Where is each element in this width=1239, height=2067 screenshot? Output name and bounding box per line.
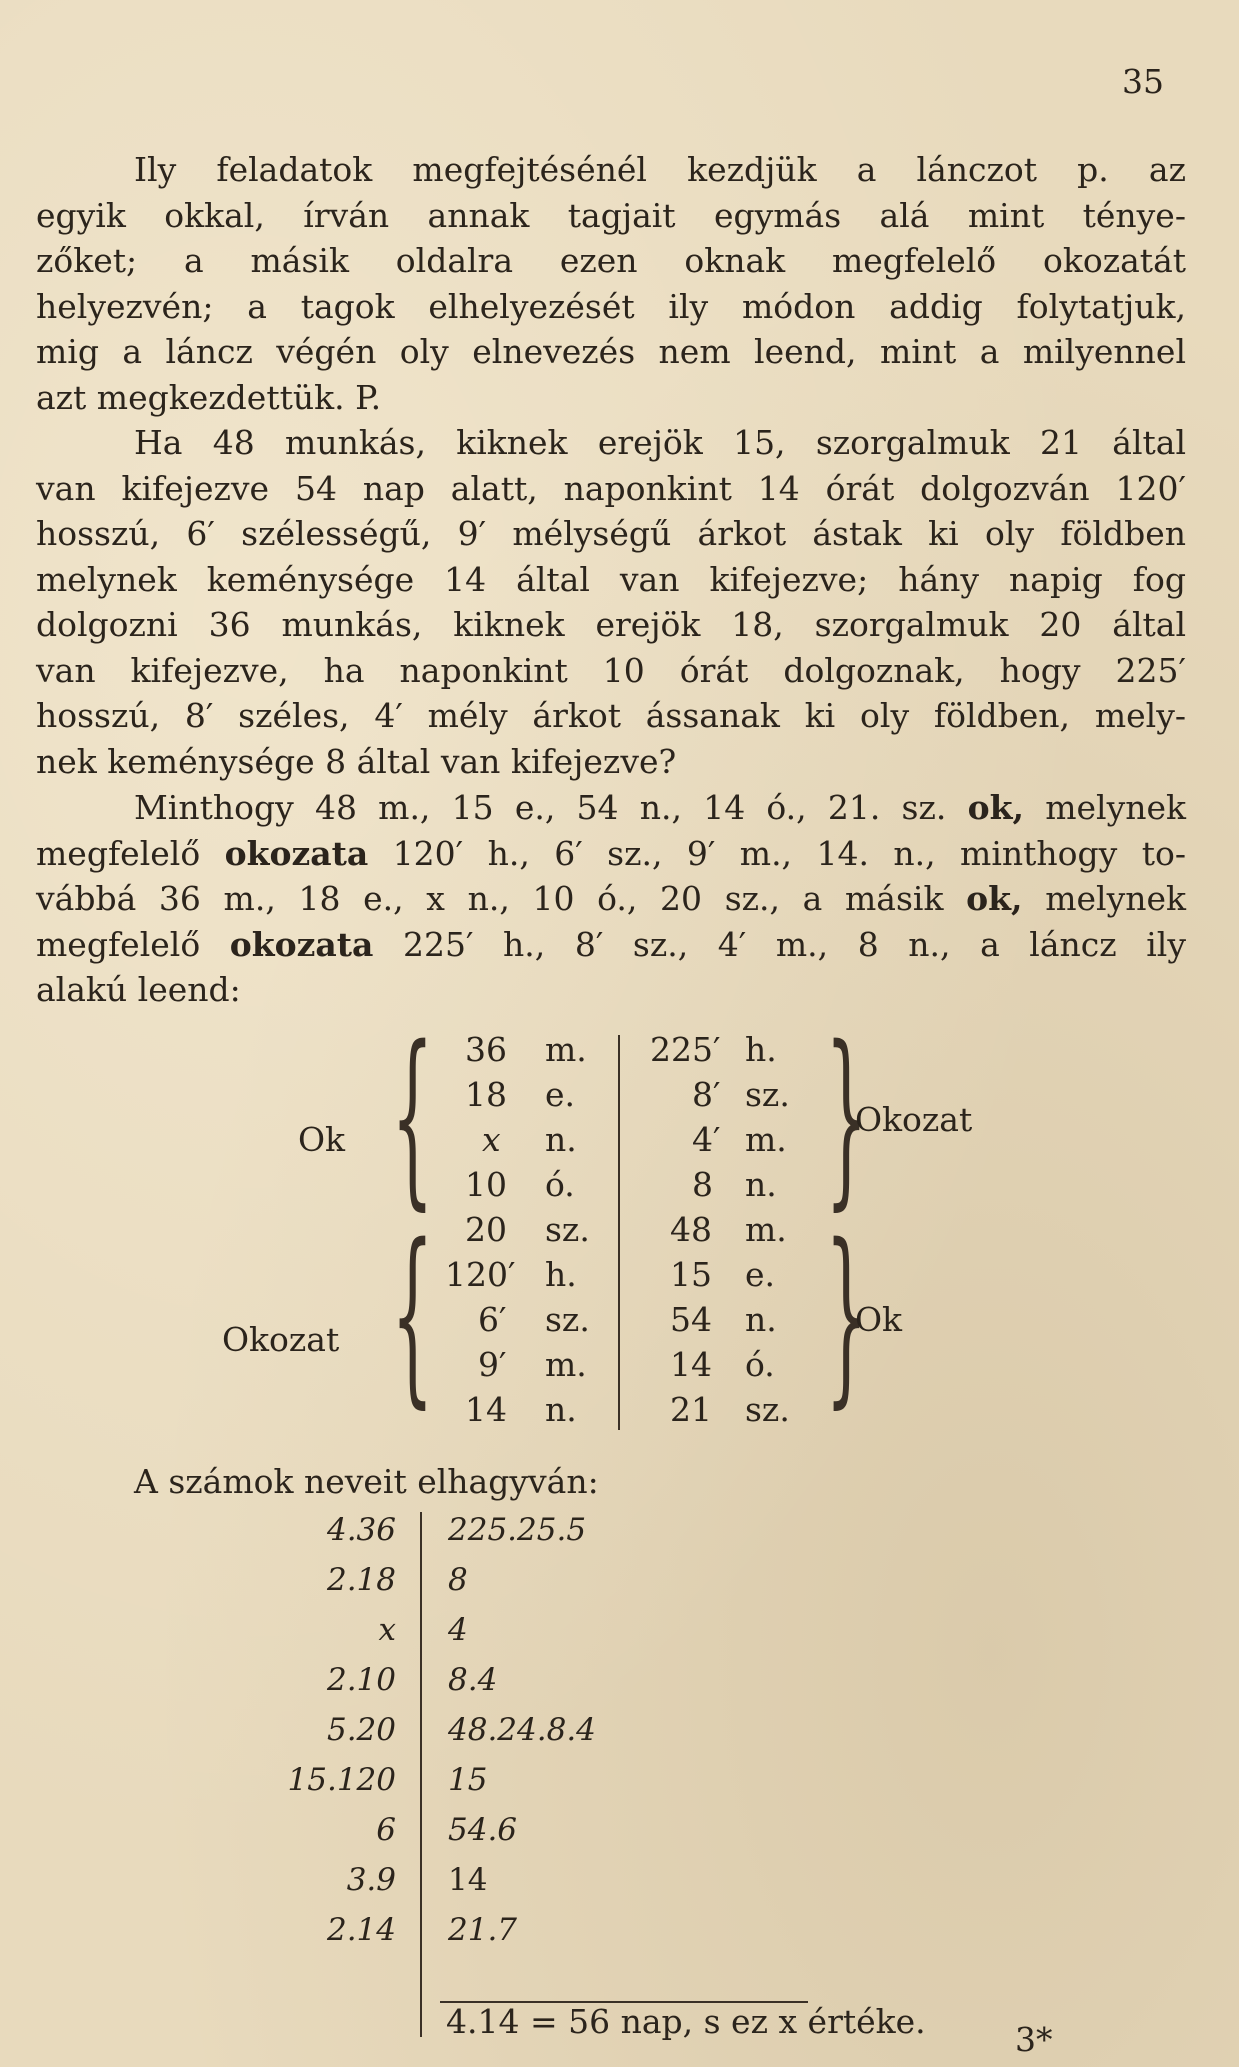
calc-right-cell: 14 xyxy=(448,1862,488,1898)
text-line: van kifejezve 54 nap alatt, naponkint 14 órát dolgozván 120′ xyxy=(36,468,1186,508)
chain-right-num: 48 xyxy=(670,1210,712,1249)
calculation-table xyxy=(0,1512,1239,2032)
text-line: nek keménysége 8 által van kifejezve? xyxy=(36,741,677,781)
text-line: alakú leend: xyxy=(36,970,241,1009)
chain-right-num: 8′ xyxy=(692,1075,721,1114)
calc-right-cell: 8 xyxy=(448,1562,468,1598)
text-line: egyik okkal, írván annak tagjait egymás alá mint ténye- xyxy=(36,195,1186,235)
chain-left-num: 10 xyxy=(465,1165,507,1204)
chain-left-unit: n. xyxy=(545,1390,577,1429)
calc-right-cell: 21.7 xyxy=(448,1912,518,1948)
chain-left-num: 14 xyxy=(465,1390,507,1429)
chain-left-unit: ó. xyxy=(545,1165,575,1204)
text-line: Minthogy 48 m., 15 e., 54 n., 14 ó., 21. sz. ok, melynek xyxy=(134,788,1186,827)
chain-left-num: 36 xyxy=(465,1030,507,1069)
signature-mark: 3* xyxy=(1015,2020,1053,2059)
chain-left-num: 20 xyxy=(465,1210,507,1249)
chain-divider xyxy=(618,1035,620,1430)
chain-right-num: 15 xyxy=(670,1255,712,1294)
text-line: vábbá 36 m., 18 e., x n., 10 ó., 20 sz., a másik ok, melynek xyxy=(36,879,1186,918)
right-brace-bottom: } xyxy=(825,1204,868,1425)
calc-left-cell: 15.120 xyxy=(287,1762,396,1798)
chain-label-okozat-right: Okozat xyxy=(855,1100,973,1139)
chain-table xyxy=(0,1006,1239,1460)
text-line: helyezvén; a tagok elhelyezését ily módon addig folytatjuk, xyxy=(36,286,1186,326)
calc-left-cell: 3.9 xyxy=(346,1862,396,1898)
chain-right-unit: sz. xyxy=(745,1390,790,1429)
text-line: dolgozni 36 munkás, kiknek erejök 18, szorgalmuk 20 által xyxy=(36,605,1186,644)
calc-right-cell: 225.25.5 xyxy=(448,1512,587,1548)
left-brace-bottom: { xyxy=(391,1204,434,1425)
text-line: melynek keménysége 14 által van kifejezve; hány napig fog xyxy=(36,559,1186,599)
chain-label-ok-left: Ok xyxy=(298,1120,346,1159)
text-line: megfelelő okozata 225′ h., 8′ sz., 4′ m., 8 n., a láncz ily xyxy=(36,924,1186,964)
calc-right-cell: 8.4 xyxy=(448,1662,498,1698)
calc-right-cell: 48.24.8.4 xyxy=(448,1712,596,1748)
right-brace-top: } xyxy=(825,1006,868,1227)
text-line: Ha 48 munkás, kiknek erejök 15, szorgalmuk 21 által xyxy=(134,423,1186,462)
calculation-result: 4.14 = 56 nap, s ez x értéke. xyxy=(446,2002,926,2041)
chain-right-num: 21 xyxy=(670,1390,712,1429)
paragraph-problem xyxy=(36,420,1186,784)
chain-left-unit: m. xyxy=(545,1345,587,1384)
chain-left-num: 9′ xyxy=(478,1345,507,1384)
calc-left-cell: 4.36 xyxy=(326,1512,396,1548)
calc-left-cell: 5.20 xyxy=(326,1712,396,1748)
text-line: mig a láncz végén oly elnevezés nem leend, mint a milyennel xyxy=(36,332,1186,371)
chain-left-num: 120′ xyxy=(445,1255,516,1294)
chain-right-num: 4′ xyxy=(692,1120,721,1159)
chain-right-num: 54 xyxy=(670,1300,712,1339)
chain-right-unit: sz. xyxy=(745,1075,790,1114)
chain-left-unit: h. xyxy=(545,1255,577,1294)
chain-label-ok-right: Ok xyxy=(855,1300,903,1339)
text-line: zőket; a másik oldalra ezen oknak megfelelő okozatát xyxy=(36,241,1186,280)
chain-right-num: 14 xyxy=(670,1345,712,1384)
chain-left-unit: n. xyxy=(545,1120,577,1159)
text-line: azt megkezdettük. P. xyxy=(36,377,382,417)
chain-left-unit: sz. xyxy=(545,1300,590,1339)
calc-right-cell: 15 xyxy=(448,1762,488,1798)
chain-right-unit: n. xyxy=(745,1300,777,1339)
chain-right-num: 8 xyxy=(692,1165,713,1204)
chain-left-num: x xyxy=(482,1120,501,1159)
text-line: hosszú, 8′ széles, 4′ mély árkot ássanak ki oly földben, mely- xyxy=(36,696,1186,735)
text-line: van kifejezve, ha naponkint 10 órát dolgoznak, hogy 225′ xyxy=(36,650,1186,690)
paragraph-intro xyxy=(36,147,1186,420)
chain-left-num: 18 xyxy=(465,1075,507,1114)
calc-left-cell: 2.10 xyxy=(326,1662,396,1698)
text-line: megfelelő okozata 120′ h., 6′ sz., 9′ m., 14. n., minthogy to- xyxy=(36,833,1186,873)
calc-divider xyxy=(420,1512,422,2037)
calc-left-cell: 2.18 xyxy=(326,1562,396,1598)
calc-left-cell: x xyxy=(378,1612,396,1648)
calc-left-cell: 2.14 xyxy=(326,1912,396,1948)
text-line: Ily feladatok megfejtésénél kezdjük a lánczot p. az xyxy=(134,150,1186,189)
calc-right-cell: 4 xyxy=(448,1612,468,1648)
calc-right-cell: 54.6 xyxy=(448,1812,518,1848)
chain-label-okozat-left: Okozat xyxy=(222,1320,340,1359)
paragraph-explanation xyxy=(36,785,1186,1013)
chain-right-num: 225′ xyxy=(650,1030,721,1069)
calculation-heading: A számok neveit elhagyván: xyxy=(134,1462,599,1501)
chain-left-unit: m. xyxy=(545,1030,587,1069)
chain-right-unit: h. xyxy=(745,1030,777,1069)
chain-right-unit: ó. xyxy=(745,1345,775,1384)
page-number: 35 xyxy=(1122,62,1164,101)
chain-left-num: 6′ xyxy=(478,1300,507,1339)
chain-right-unit: e. xyxy=(745,1255,776,1294)
left-brace-top: { xyxy=(391,1006,434,1227)
text-line: hosszú, 6′ szélességű, 9′ mélységű árkot ástak ki oly földben xyxy=(36,514,1186,553)
chain-right-unit: n. xyxy=(745,1165,777,1204)
chain-left-unit: sz. xyxy=(545,1210,590,1249)
calc-left-cell: 6 xyxy=(376,1812,396,1848)
chain-right-unit: m. xyxy=(745,1120,787,1159)
chain-left-unit: e. xyxy=(545,1075,576,1114)
chain-right-unit: m. xyxy=(745,1210,787,1249)
